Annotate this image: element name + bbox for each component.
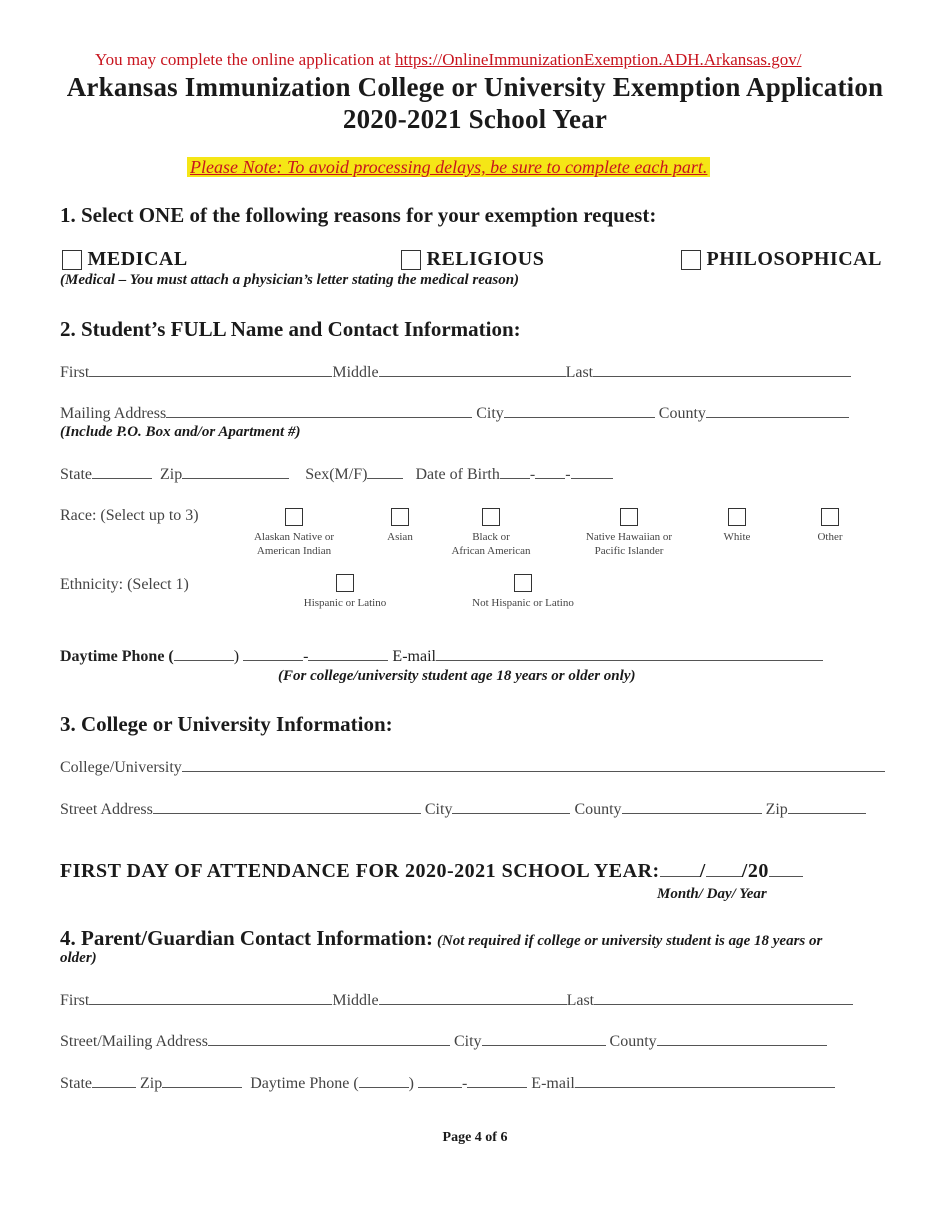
mailing-address-label: Mailing Address [60,405,167,422]
ethnicity-checkbox-not-hispanic[interactable] [514,574,532,592]
dob-day-field[interactable] [535,464,565,479]
parent-zip-label: Zip [140,1075,163,1092]
dob-year-field[interactable] [571,464,613,479]
race-black-label-1: Black or [472,531,510,543]
parent-middle-field[interactable] [379,990,567,1005]
parent-contact-row: State Zip Daytime Phone ( ) - E-mail [60,1073,835,1093]
zip-field[interactable] [182,464,289,479]
race-checkbox-alaskan[interactable] [285,508,303,526]
attendance-year-prefix: /20 [741,860,769,882]
race-other-label: Other [817,531,843,543]
medical-label: MEDICAL [87,248,188,270]
ethnicity-hispanic-label: Hispanic or Latino [303,597,387,609]
attendance-year-field[interactable] [769,860,803,877]
section3-heading: 3. College or University Information: [60,712,393,736]
parent-first-field[interactable] [89,990,332,1005]
student-demographics-row: State Zip Sex(M/F) Date of Birth - - [60,464,613,484]
county-label: County [658,405,706,422]
race-black-label-2: African American [451,545,531,557]
race-label: Race: (Select up to 3) [60,507,199,524]
processing-note [187,157,710,178]
email-field[interactable] [436,646,823,661]
phone-prefix-field[interactable] [243,646,303,661]
college-field[interactable] [182,757,885,772]
state-label: State [60,466,92,483]
parent-phone-prefix-field[interactable] [418,1073,462,1088]
phone-area-field[interactable] [174,646,234,661]
parent-zip-field[interactable] [162,1073,242,1088]
race-checkbox-black[interactable] [482,508,500,526]
dob-month-field[interactable] [500,464,530,479]
parent-state-field[interactable] [92,1073,136,1088]
county-field[interactable] [706,403,849,418]
ethnicity-option-hispanic[interactable] [280,574,410,610]
parent-address-row [60,1031,827,1051]
race-option-white[interactable] [714,508,760,544]
parent-county-field[interactable] [657,1031,827,1046]
parent-phone-label: Daytime Phone ( [250,1075,359,1092]
college-street-label: Street Address [60,801,153,818]
race-option-alaskan[interactable] [244,508,344,558]
student-address-row [60,403,849,423]
zip-label: Zip [160,466,183,483]
parent-city-field[interactable] [482,1031,606,1046]
ethnicity-checkbox-hispanic[interactable] [336,574,354,592]
section1-heading: 1. Select ONE of the following reasons for your exemption request: [60,203,657,227]
city-field[interactable] [504,403,655,418]
sex-label: Sex(M/F) [305,466,368,483]
online-notice-text: You may complete the online application at [95,50,395,69]
address-note: (Include P.O. Box and/or Apartment #) [60,424,301,440]
parent-state-label: State [60,1075,92,1092]
college-city-field[interactable] [452,799,570,814]
parent-street-field[interactable] [208,1031,450,1046]
parent-phone-line-field[interactable] [467,1073,527,1088]
attendance-label: FIRST DAY OF ATTENDANCE FOR 2020-2021 SCHOOL YEAR: [60,860,660,882]
attendance-month-field[interactable] [660,860,700,877]
mailing-address-field[interactable] [166,403,472,418]
parent-email-label: E-mail [531,1075,575,1092]
philosophical-option[interactable] [681,248,882,271]
daytime-phone-label: Daytime Phone ( [60,648,174,665]
section2-heading: 2. Student’s FULL Name and Contact Information: [60,317,521,341]
race-option-other[interactable] [805,508,855,544]
college-label: College/University [60,759,182,776]
parent-email-field[interactable] [575,1073,835,1088]
college-city-label: City [424,801,453,818]
student-contact-row: Daytime Phone ( ) - E-mail [60,646,823,666]
parent-city-label: City [453,1033,482,1050]
city-label: City [476,405,504,422]
college-county-label: County [574,801,622,818]
race-hawaiian-label-2: Pacific Islander [594,545,664,557]
race-checkbox-hawaiian[interactable] [620,508,638,526]
parent-name-row [60,990,853,1010]
email-label: E-mail [392,648,436,665]
section4-note: (Not required if college or university student is age 18 years or [436,933,823,949]
ethnicity-option-not-hispanic[interactable] [458,574,588,610]
college-zip-field[interactable] [788,799,866,814]
parent-first-label: First [60,992,90,1009]
student-name-row [60,362,851,382]
race-white-label: White [723,531,751,543]
religious-label: RELIGIOUS [426,248,545,270]
parent-last-label: Last [566,992,595,1009]
medical-option[interactable] [62,248,188,271]
ethnicity-label: Ethnicity: (Select 1) [60,576,189,593]
race-hawaiian-label-1: Native Hawaiian or [585,531,673,543]
college-zip-label: Zip [765,801,788,818]
section4-heading-row [60,926,822,951]
parent-last-field[interactable] [594,990,853,1005]
online-notice [95,50,802,70]
race-checkbox-other[interactable] [821,508,839,526]
philosophical-label: PHILOSOPHICAL [706,248,882,270]
first-name-label: First [60,364,90,381]
race-option-hawaiian[interactable] [575,508,683,558]
medical-note: (Medical – You must attach a physician’s letter stating the medical reason) [60,272,520,288]
college-county-field[interactable] [622,799,762,814]
last-name-label: Last [565,364,594,381]
dob-label: Date of Birth [415,466,500,483]
sex-field[interactable] [367,464,403,479]
race-alaskan-label-2: American Indian [256,545,332,557]
email-note: (For college/university student age 18 years or older only) [278,668,636,684]
race-asian-label: Asian [387,531,413,543]
race-option-asian[interactable] [378,508,422,544]
page-number: Page 4 of 6 [442,1130,508,1145]
attendance-day-field[interactable] [706,860,742,877]
attendance-row: FIRST DAY OF ATTENDANCE FOR 2020-2021 SCHOOL YEAR: / /20 [60,860,803,883]
section4-note-cont: older) [60,950,97,966]
race-checkbox-asian[interactable] [391,508,409,526]
last-name-field[interactable] [593,362,851,377]
medical-checkbox[interactable] [62,250,82,270]
middle-name-label: Middle [332,364,379,381]
middle-name-field[interactable] [379,362,566,377]
college-street-field[interactable] [153,799,421,814]
parent-middle-label: Middle [332,992,379,1009]
processing-note-text: Please Note: To avoid processing delays, be sure to complete each part. [187,157,710,177]
state-field[interactable] [92,464,152,479]
phone-line-field[interactable] [308,646,388,661]
parent-county-label: County [609,1033,657,1050]
attendance-format-note: Month/ Day/ Year [657,886,767,902]
religious-checkbox[interactable] [401,250,421,270]
form-subtitle: 2020-2021 School Year [342,104,608,134]
race-checkbox-white[interactable] [728,508,746,526]
ethnicity-not-hispanic-label: Not Hispanic or Latino [472,597,574,609]
college-address-row [60,799,866,819]
online-application-link[interactable]: https://OnlineImmunizationExemption.ADH.Arkansas.gov/ [394,50,802,69]
college-row [60,757,885,777]
form-title: Arkansas Immunization College or University Exemption Application [66,72,884,102]
parent-phone-area-field[interactable] [359,1073,409,1088]
first-name-field[interactable] [89,362,332,377]
parent-street-label: Street/Mailing Address [60,1033,208,1050]
race-option-black[interactable] [440,508,542,558]
race-alaskan-label-1: Alaskan Native or [253,531,335,543]
philosophical-checkbox[interactable] [681,250,701,270]
religious-option[interactable] [401,248,544,271]
section4-heading: 4. Parent/Guardian Contact Information: [60,926,433,950]
